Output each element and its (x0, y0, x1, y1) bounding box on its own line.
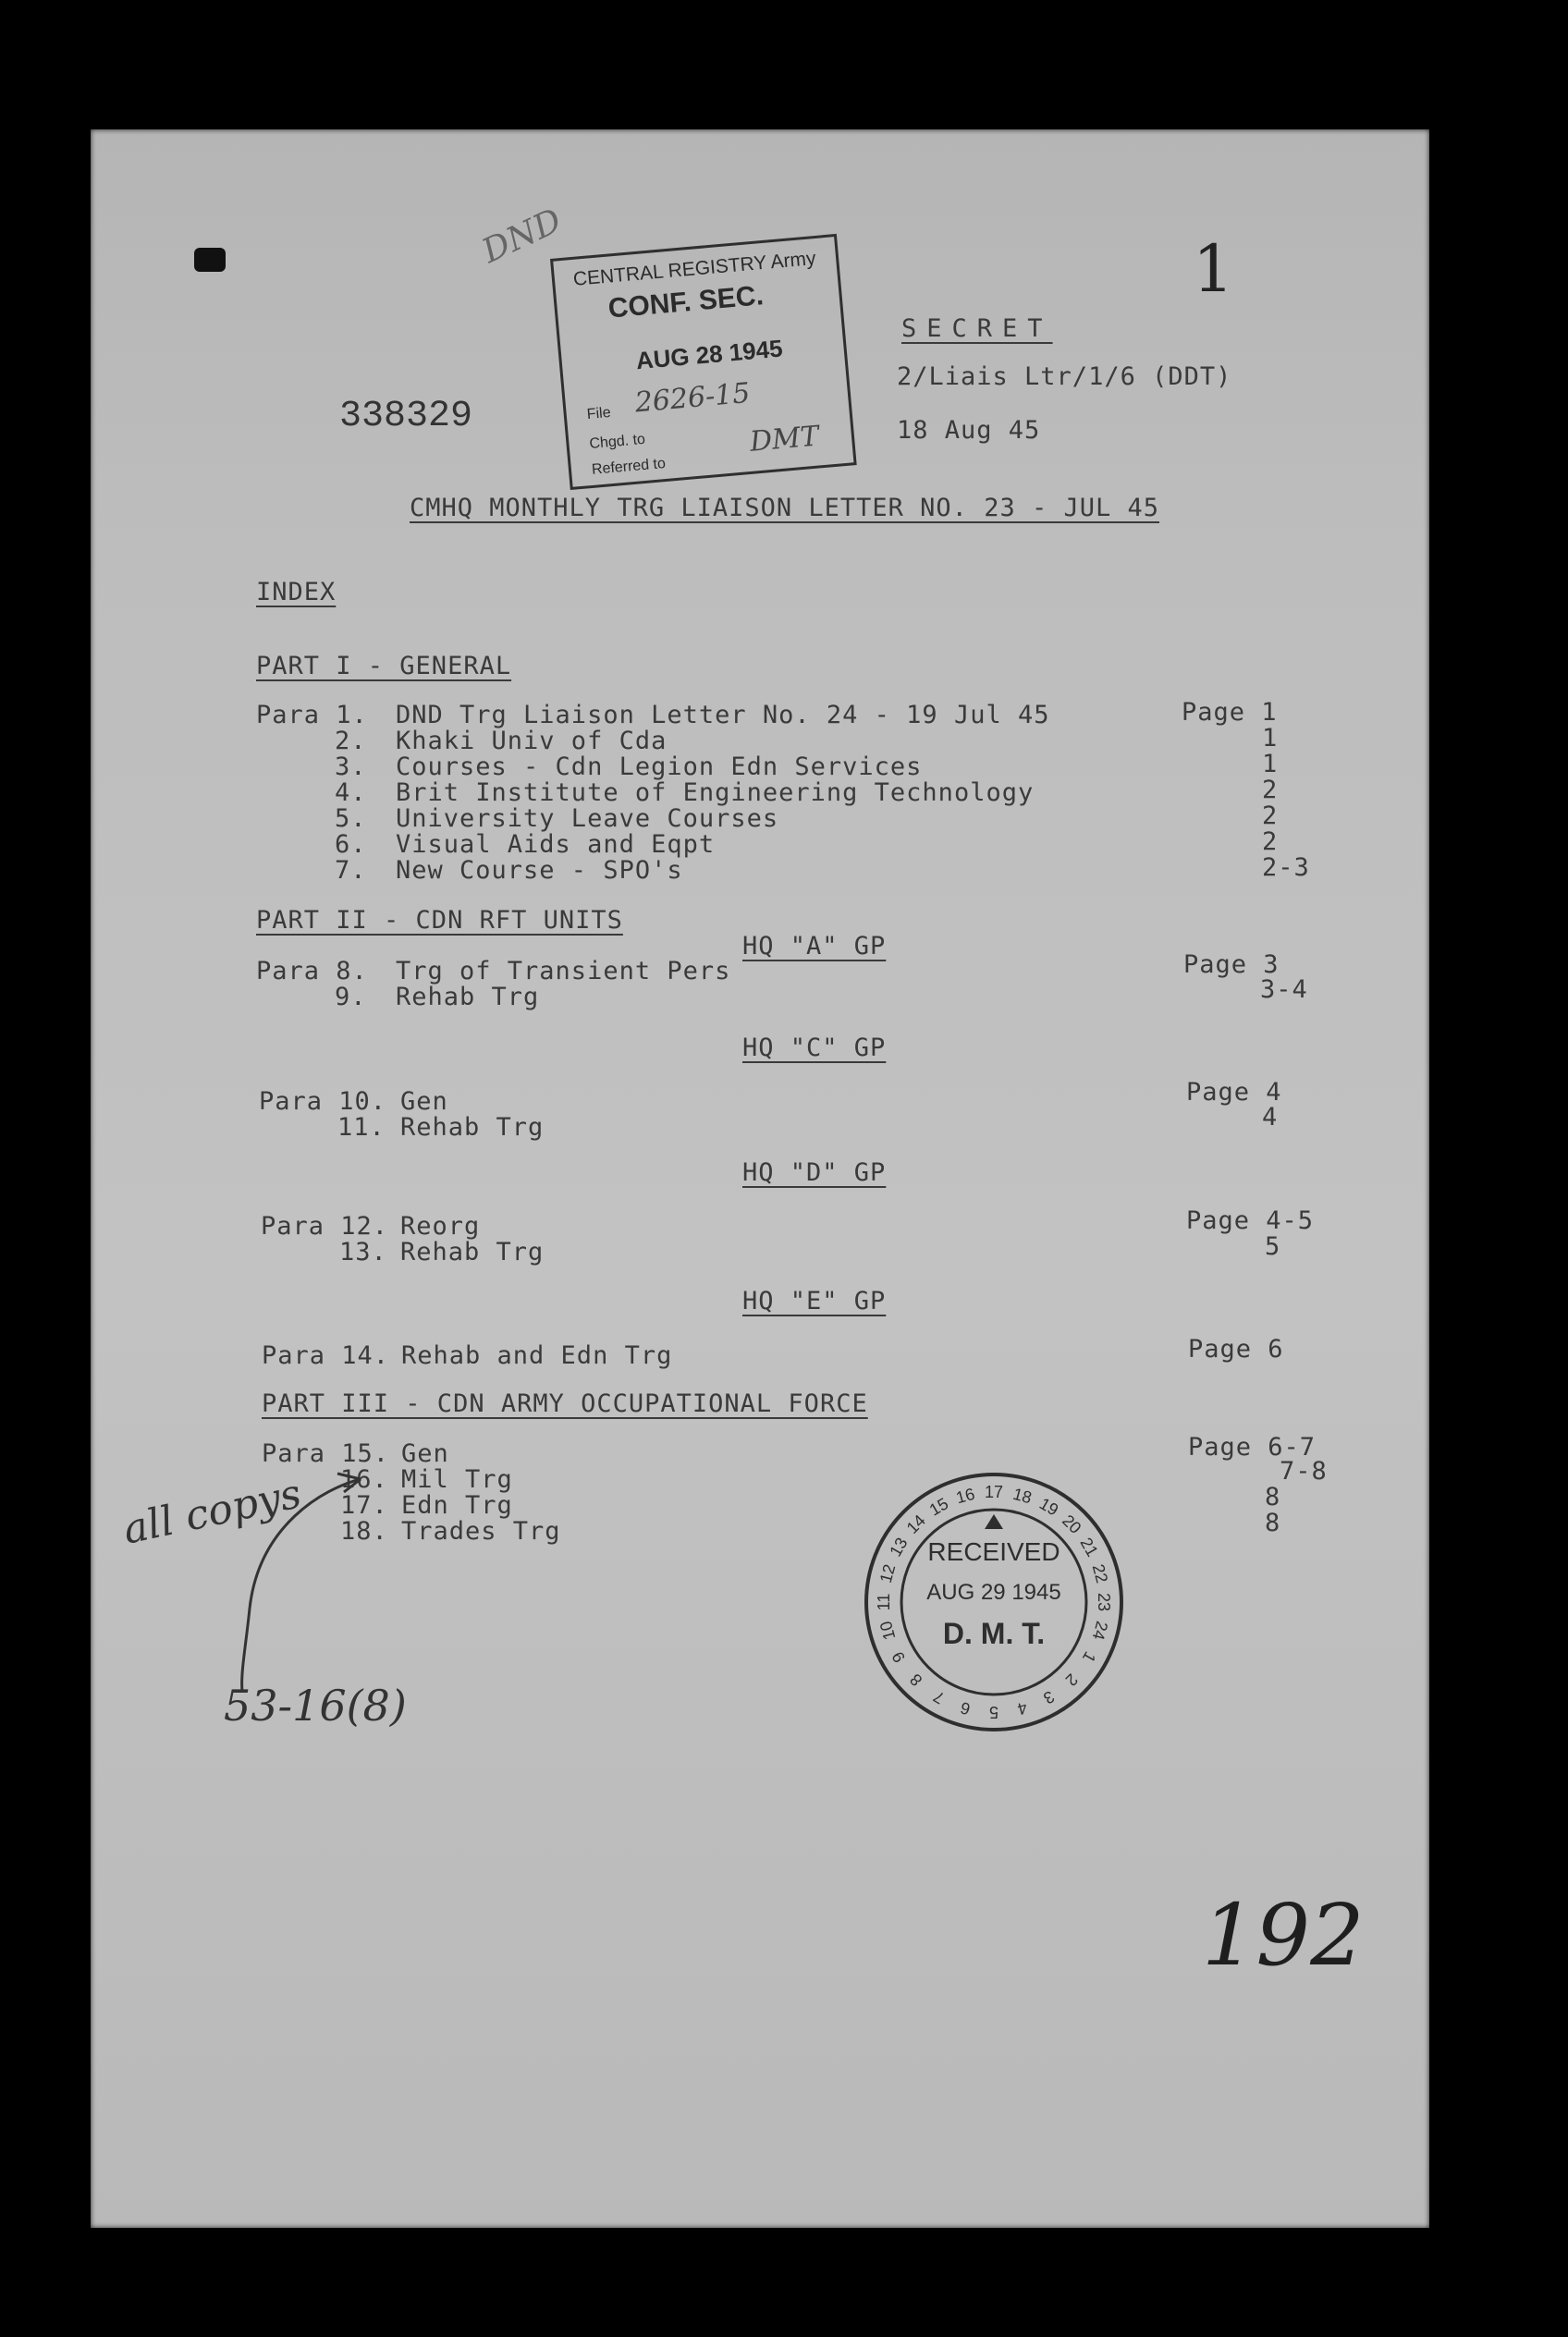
para-title: Rehab Trg (396, 983, 540, 1011)
stamp-ring-number: 10 (876, 1619, 900, 1643)
para-number: Para 12. (261, 1212, 389, 1241)
page-reference: Page 6 (1188, 1335, 1284, 1364)
stamp-office: D. M. T. (942, 1617, 1046, 1650)
stamp-referred-label: Referred to (591, 455, 667, 478)
stamp-ring-number: 6 (958, 1697, 973, 1719)
para-title: Courses - Cdn Legion Edn Services (396, 752, 923, 781)
page-reference: 2-3 (1262, 853, 1310, 882)
stamp-ring-number: 11 (875, 1593, 893, 1611)
stamp-ring-number: 14 (902, 1511, 929, 1537)
handwritten-margin-note: all copys (118, 1470, 306, 1554)
para-number: Para 14. (262, 1341, 390, 1370)
stamp-ring-number: 1 (1078, 1648, 1100, 1666)
para-title: Trg of Transient Pers (396, 957, 731, 985)
stamp-ring-number: 12 (876, 1561, 900, 1585)
para-number: 18. (340, 1517, 388, 1546)
handwritten-file-note: 53-16(8) (224, 1681, 407, 1731)
stamp-ring-number: 24 (1088, 1619, 1112, 1643)
handwritten-page-number: 1 (1193, 231, 1234, 307)
para-title: DND Trg Liaison Letter No. 24 - 19 Jul 45 (396, 701, 1050, 729)
para-title: Khaki Univ of Cda (396, 727, 668, 755)
para-title: Reorg (400, 1212, 481, 1241)
part-heading: PART I - GENERAL (256, 652, 512, 680)
stamp-ring-number: 5 (988, 1703, 999, 1721)
part-heading: PART II - CDN RFT UNITS (256, 906, 623, 935)
para-number: 17. (340, 1491, 388, 1520)
stamp-chgd-label: Chgd. to (588, 431, 646, 453)
stamp-ring-number: 21 (1076, 1534, 1102, 1560)
para-number: 11. (337, 1113, 386, 1142)
page-reference: Page 4-5 (1186, 1206, 1315, 1235)
para-title: Rehab Trg (400, 1113, 545, 1142)
index-heading: INDEX (256, 578, 337, 606)
stamp-conf-sec: CONF. SEC. (606, 280, 766, 324)
para-number: 2. (335, 727, 367, 755)
para-title: Mil Trg (401, 1465, 513, 1494)
stamp-file-handwriting: 2626-15 (633, 376, 752, 420)
handwritten-folio-number: 192 (1202, 1886, 1365, 1985)
para-number: Para 15. (262, 1439, 390, 1468)
stamp-registry-line: CENTRAL REGISTRY Army (572, 247, 817, 290)
stamp-ring-number: 2 (1061, 1670, 1082, 1690)
page-reference: 8 (1265, 1509, 1281, 1537)
page-reference: 3-4 (1260, 975, 1308, 1004)
group-subheading: HQ "C" GP (742, 1034, 887, 1062)
page-reference: 2 (1262, 776, 1279, 804)
para-number: 3. (335, 752, 367, 781)
group-subheading: HQ "E" GP (742, 1287, 887, 1315)
page-reference: 4 (1262, 1103, 1279, 1132)
page-reference: Page 6-7 (1188, 1433, 1317, 1462)
para-number: Para 8. (256, 957, 368, 985)
stamp-indicator-arrow (985, 1514, 1003, 1529)
para-number: Para 1. (256, 701, 368, 729)
letter-date: 18 Aug 45 (897, 416, 1041, 445)
stamp-ring-number: 13 (886, 1534, 912, 1560)
para-number: 9. (335, 983, 367, 1011)
para-title: New Course - SPO's (396, 856, 683, 885)
stamp-ring-number: 23 (1095, 1592, 1113, 1612)
page-reference: 1 (1262, 750, 1279, 778)
para-title: Rehab Trg (400, 1238, 545, 1266)
stamp-ring-number: 7 (930, 1686, 948, 1708)
page-reference: 2 (1262, 801, 1279, 830)
para-title: Gen (400, 1087, 448, 1116)
document-number: 338329 (339, 396, 473, 437)
para-number: 7. (335, 856, 367, 885)
para-title: Visual Aids and Eqpt (396, 830, 716, 859)
para-title: Edn Trg (401, 1491, 513, 1520)
page-reference: 2 (1262, 827, 1279, 856)
para-title: Rehab and Edn Trg (401, 1341, 673, 1370)
stamp-ring-number: 16 (953, 1484, 977, 1508)
para-number: 6. (335, 830, 367, 859)
para-title: Gen (401, 1439, 449, 1468)
reference-number: 2/Liais Ltr/1/6 (DDT) (897, 362, 1232, 391)
stamp-ring-number: 20 (1059, 1511, 1085, 1537)
letter-title: CMHQ MONTHLY TRG LIAISON LETTER NO. 23 - JUL 45 (410, 494, 1160, 522)
classification-secret: SECRET (901, 314, 1053, 343)
para-number: 4. (335, 778, 367, 807)
page-reference: Page 4 (1186, 1078, 1282, 1107)
received-date-stamp (862, 1470, 1126, 1734)
stamp-received-word: RECEIVED (927, 1537, 1060, 1566)
para-number: Para 10. (259, 1087, 387, 1116)
group-subheading: HQ "D" GP (742, 1158, 887, 1187)
page-reference: Page 1 (1182, 698, 1278, 727)
page-reference: Page 3 (1183, 950, 1280, 979)
para-title: University Leave Courses (396, 804, 779, 833)
central-registry-stamp (550, 234, 857, 490)
page-reference: 8 (1265, 1483, 1281, 1511)
stamp-ring-number: 18 (1011, 1484, 1035, 1508)
stamp-ring-number: 22 (1088, 1561, 1112, 1585)
para-title: Trades Trg (401, 1517, 561, 1546)
handwritten-arrow-line (222, 1461, 388, 1701)
para-number: 16. (340, 1465, 388, 1494)
stamp-ring-number: 15 (925, 1494, 952, 1520)
stamp-referred-handwriting: DMT (748, 420, 821, 459)
ink-blot (194, 248, 226, 272)
stamp-ring-number: 4 (1015, 1697, 1030, 1719)
page-reference: 7-8 (1280, 1457, 1328, 1486)
group-subheading: HQ "A" GP (742, 932, 887, 960)
page-reference: 5 (1265, 1232, 1281, 1261)
stamp-ring-number: 17 (984, 1483, 1004, 1501)
para-number: 13. (339, 1238, 387, 1266)
para-number: 5. (335, 804, 367, 833)
stamp-ring-number: 8 (906, 1670, 926, 1690)
stamp-ring-number: 9 (888, 1648, 910, 1666)
stamp-file-label: File (586, 404, 612, 423)
stamp-received-date: AUG 29 1945 (926, 1580, 1061, 1605)
stamp-date: AUG 28 1945 (634, 334, 784, 375)
para-title: Brit Institute of Engineering Technology (396, 778, 1035, 807)
page-reference: 1 (1262, 724, 1279, 752)
handwritten-dnd: DND (476, 202, 568, 271)
part-heading: PART III - CDN ARMY OCCUPATIONAL FORCE (262, 1389, 868, 1418)
stamp-ring-number: 3 (1040, 1686, 1058, 1708)
stamp-ring-number: 19 (1035, 1494, 1062, 1520)
